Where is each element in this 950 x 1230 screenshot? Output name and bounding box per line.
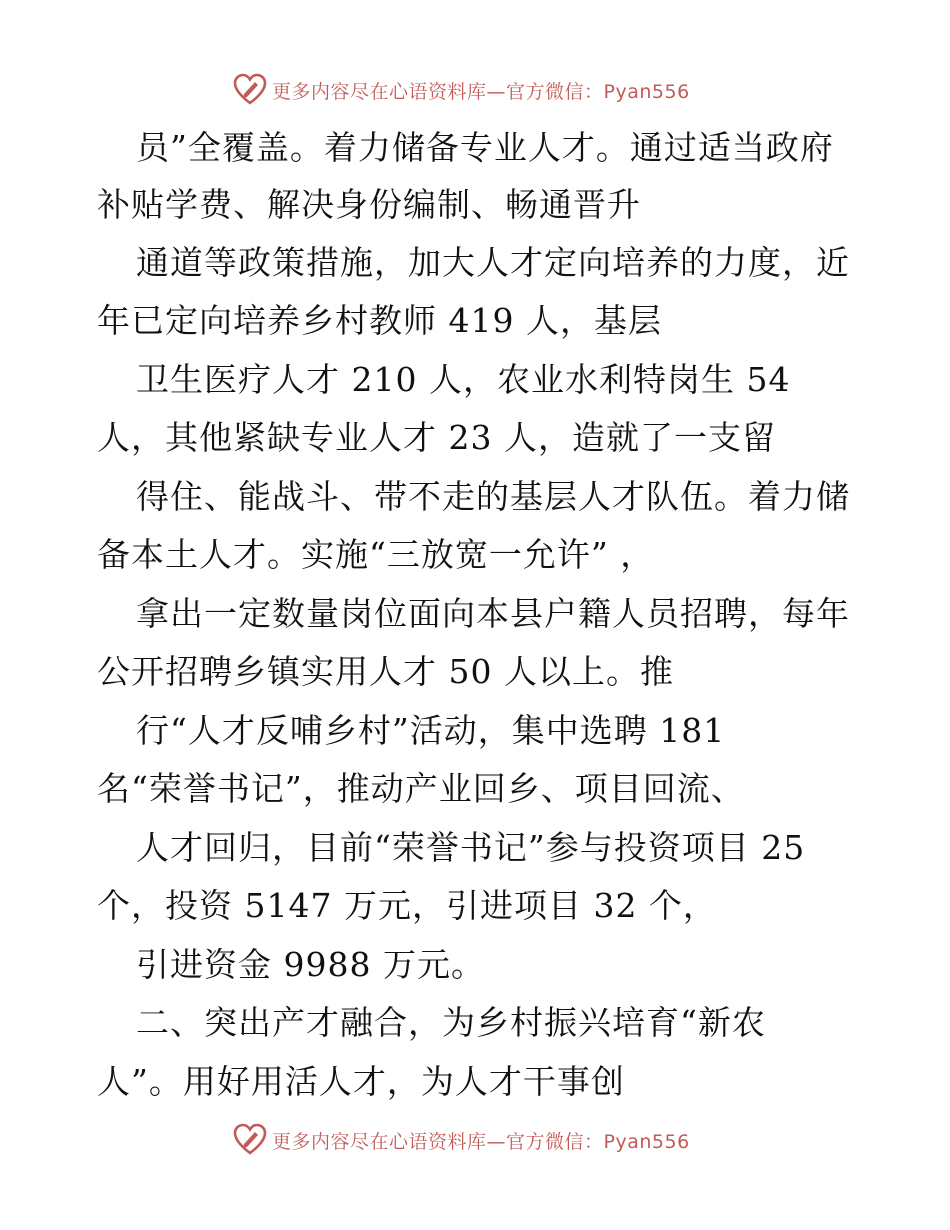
watermark-text: 更多内容尽在心语资料库—官方微信：Pyan556 (272, 1130, 690, 1153)
text-line: 员”全覆盖。着力储备专业人才。通过适当政府 (136, 128, 834, 167)
text-line: 行“人才反哺乡村”活动，集中选聘 181 (136, 711, 726, 750)
header-watermark (232, 70, 690, 110)
text-line: 备本土人才。实施“三放宽一允许” ， (97, 535, 655, 574)
heart-pen-logo-icon (232, 72, 268, 108)
heart-pen-logo-icon (232, 1122, 268, 1158)
watermark-text: 更多内容尽在心语资料库—官方微信：Pyan556 (272, 80, 690, 103)
text-line: 得住、能战斗、带不走的基层人才队伍。着力储 (136, 477, 850, 516)
text-line: 引进资金 9988 万元。 (136, 945, 485, 984)
text-line: 人才回归，目前“荣誉书记”参与投资项目 25 (136, 828, 806, 867)
text-line: 年已定向培养乡村教师 419 人，基层 (97, 301, 662, 340)
text-line: 人”。用好用活人才，为人才干事创 (97, 1062, 625, 1101)
footer-watermark (232, 1120, 690, 1160)
text-line: 卫生医疗人才 210 人，农业水利特岗生 54 (136, 360, 791, 399)
text-line: 名“荣誉书记”，推动产业回乡、项目回流、 (97, 769, 745, 808)
text-line: 通道等政策措施，加大人才定向培养的力度，近 (136, 243, 850, 282)
text-line: 个，投资 5147 万元，引进项目 32 个， (97, 886, 717, 925)
text-line: 二、突出产才融合，为乡村振兴培育“新农 (136, 1003, 766, 1042)
text-line: 补贴学费、解决身份编制、畅通晋升 (97, 185, 641, 224)
text-line: 拿出一定数量岗位面向本县户籍人员招聘，每年 (136, 594, 850, 633)
text-line: 人，其他紧缺专业人才 23 人，造就了一支留 (97, 418, 776, 457)
text-line: 公开招聘乡镇实用人才 50 人以上。推 (97, 652, 674, 691)
